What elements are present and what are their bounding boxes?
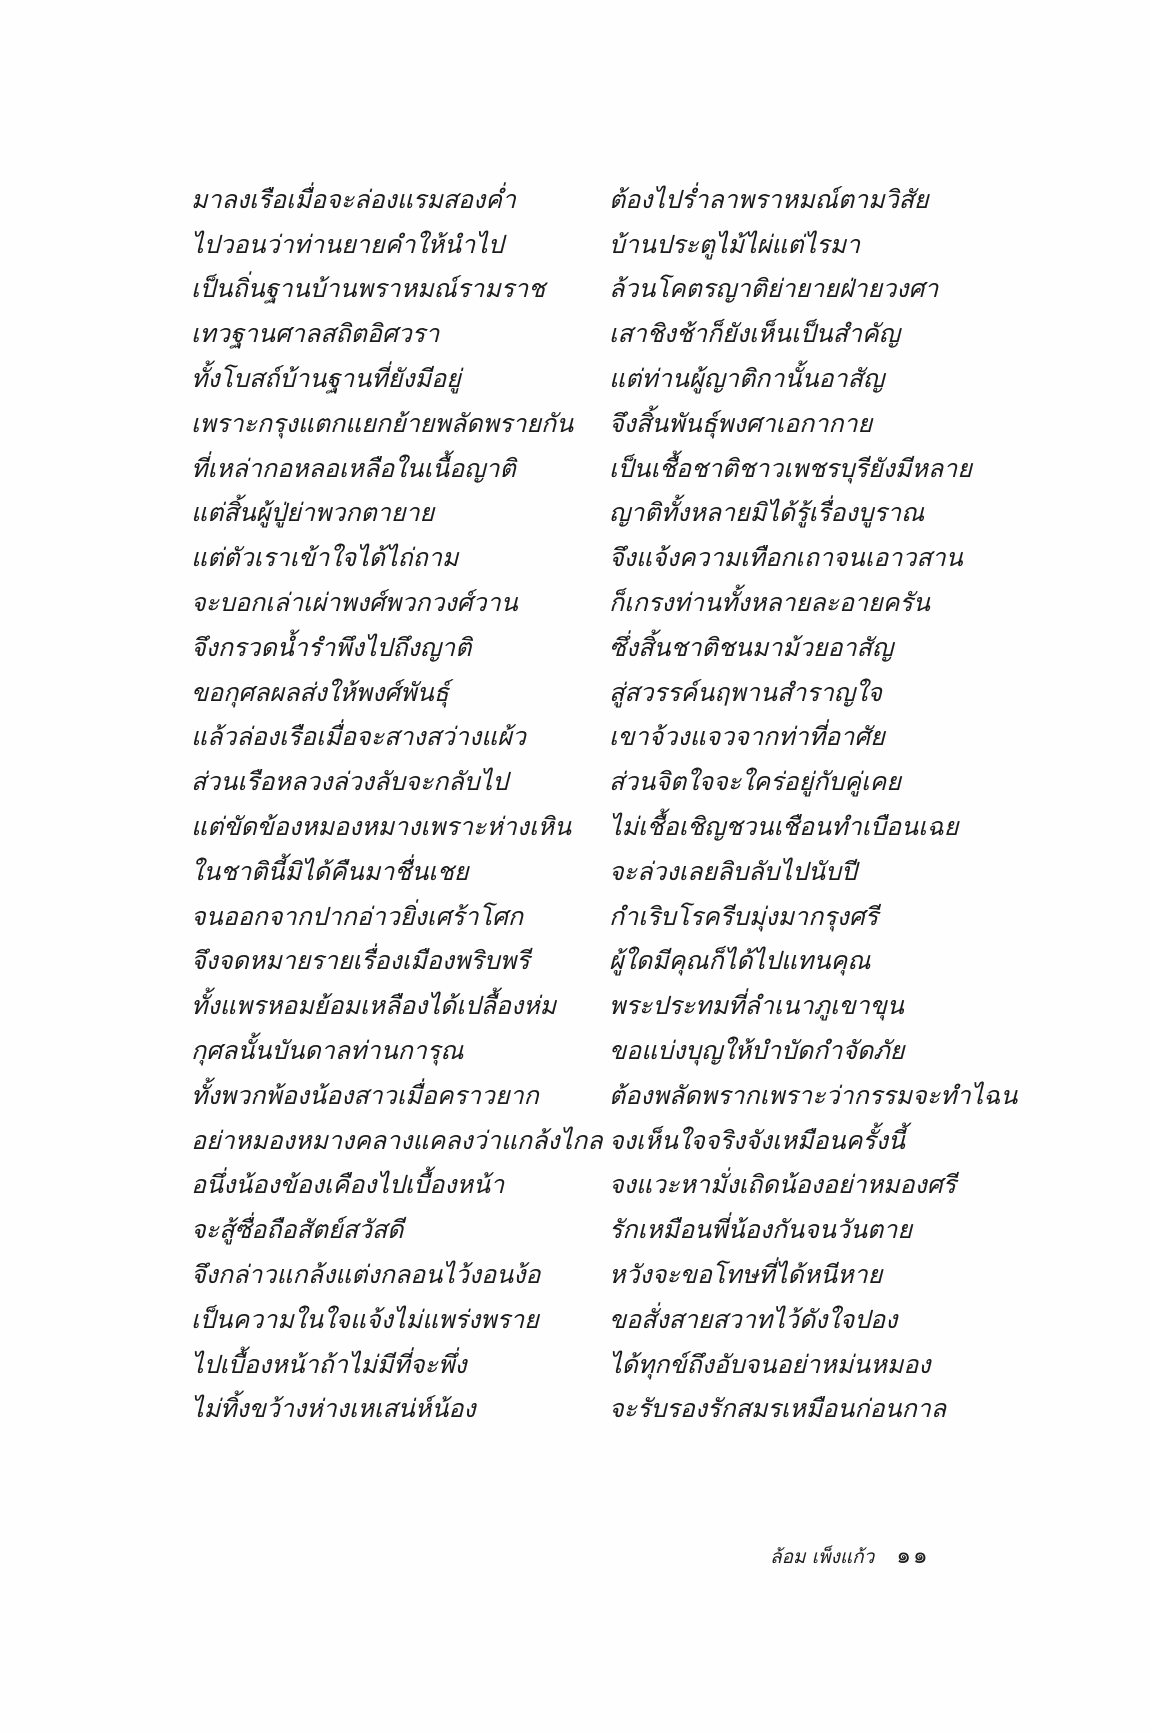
poem-line-first-half: ส่วนเรือหลวงล่วงลับจะกลับไป bbox=[191, 767, 509, 797]
poem-line-second-half: จะล่วงเลยลิบลับไปนับปี bbox=[609, 856, 857, 886]
poem-line bbox=[191, 491, 1021, 536]
poem-line-second-half: บ้านประตูไม้ไผ่แต่ไรมา bbox=[609, 229, 861, 259]
poem-line-second-half: ขอสั่งสายสวาทไว้ดังใจปอง bbox=[609, 1304, 898, 1334]
poem-line-first-half: จึงจดหมายรายเรื่องเมืองพริบพรี bbox=[191, 946, 530, 976]
poem-line-second-half: ล้วนโคตรญาติย่ายายฝ่ายวงศา bbox=[609, 274, 939, 304]
poem-line bbox=[191, 222, 1021, 267]
poem-line-first-half: ไม่ทิ้งขว้างห่างเหเสน่ห์น้อง bbox=[191, 1394, 476, 1424]
poem-line-second-half: ญาติทั้งหลายมิได้รู้เรื่องบูราณ bbox=[609, 498, 925, 528]
poem-line bbox=[191, 849, 1021, 894]
poem-line-second-half: เขาจ้วงแจวจากท่าที่อาศัย bbox=[609, 722, 885, 752]
poem-line-first-half: จึงกรวดน้ำรำพึงไปถึงญาติ bbox=[191, 632, 472, 662]
poem-line bbox=[191, 1297, 1021, 1342]
poem-line-second-half: สู่สวรรค์นฤพานสำราญใจ bbox=[609, 677, 882, 707]
poem-line-second-half: จงเห็นใจจริงจังเหมือนครั้งนี้ bbox=[609, 1125, 906, 1155]
poem-line-second-half: หวังจะขอโทษที่ได้หนีหาย bbox=[609, 1260, 883, 1290]
poem-line bbox=[191, 1387, 1021, 1432]
poem-line bbox=[191, 401, 1021, 446]
poem-line-second-half: เสาชิงช้าก็ยังเห็นเป็นสำคัญ bbox=[609, 319, 900, 349]
poem-line bbox=[191, 759, 1021, 804]
poem-line-second-half: กำเริบโรครีบมุ่งมากรุงศรี bbox=[609, 901, 879, 931]
poem-line bbox=[191, 177, 1021, 222]
poem-line bbox=[191, 311, 1021, 356]
poem-line bbox=[191, 446, 1021, 491]
poem-line-first-half: เป็นความในใจแจ้งไม่แพร่งพราย bbox=[191, 1304, 539, 1334]
poem-line bbox=[191, 1028, 1021, 1073]
poem-line bbox=[191, 715, 1021, 760]
poem-line bbox=[191, 625, 1021, 670]
poem-line-first-half: อนึ่งน้องข้องเคืองไปเบื้องหน้า bbox=[191, 1170, 505, 1200]
poem-line-second-half: ซึ่งสิ้นชาติชนมาม้วยอาสัญ bbox=[609, 632, 894, 662]
poem-line-first-half: จนออกจากปากอ่าวยิ่งเศร้าโศก bbox=[191, 901, 524, 931]
poem-line-second-half: ต้องไปร่ำลาพราหมณ์ตามวิสัย bbox=[609, 184, 929, 214]
poem-line-first-half: ทั้งแพรหอมย้อมเหลืองได้เปลื้องห่ม bbox=[191, 991, 557, 1021]
page-footer bbox=[770, 1538, 930, 1574]
poem-line-second-half: ไม่เชื้อเชิญชวนเชือนทำเบือนเฉย bbox=[609, 812, 959, 842]
poem-line-second-half: จงแวะหามั่งเถิดน้องอย่าหมองศรี bbox=[609, 1170, 957, 1200]
poem-line-first-half: เป็นถิ่นฐานบ้านพราหมณ์รามราช bbox=[191, 274, 546, 304]
poem-line bbox=[191, 580, 1021, 625]
poem-line-first-half: มาลงเรือเมื่อจะล่องแรมสองค่ำ bbox=[191, 184, 516, 214]
poem-line bbox=[191, 894, 1021, 939]
poem-line bbox=[191, 1118, 1021, 1163]
poem-line bbox=[191, 1073, 1021, 1118]
poem-body bbox=[191, 177, 1021, 1431]
poem-line-first-half: กุศลนั้นบันดาลท่านการุณ bbox=[191, 1036, 464, 1066]
poem-line-second-half: รักเหมือนพี่น้องกันจนวันตาย bbox=[609, 1215, 912, 1245]
poem-line-first-half: แต่ขัดข้องหมองหมางเพราะห่างเหิน bbox=[191, 812, 572, 842]
poem-line-first-half: ทั้งพวกพ้องน้องสาวเมื่อคราวยาก bbox=[191, 1080, 539, 1110]
poem-line-first-half: อย่าหมองหมางคลางแคลงว่าแกล้งไกล bbox=[191, 1125, 603, 1155]
page-number: ๑๑ bbox=[896, 1543, 930, 1569]
poem-line-second-half: แต่ท่านผู้ญาติกานั้นอาสัญ bbox=[609, 364, 885, 394]
poem-line-first-half: แต่สิ้นผู้ปู่ย่าพวกตายาย bbox=[191, 498, 435, 528]
poem-line-second-half: เป็นเชื้อชาติชาวเพชรบุรียังมีหลาย bbox=[609, 453, 972, 483]
poem-line-second-half: จึงแจ้งความเทือกเถาจนเอาวสาน bbox=[609, 543, 963, 573]
poem-line-second-half: จึงสิ้นพันธุ์พงศาเอกากาย bbox=[609, 408, 873, 438]
poem-line bbox=[191, 983, 1021, 1028]
poem-line bbox=[191, 1252, 1021, 1297]
poem-line bbox=[191, 804, 1021, 849]
poem-line-second-half: ก็เกรงท่านทั้งหลายละอายครัน bbox=[609, 588, 930, 618]
poem-line-second-half: ขอแบ่งบุญให้บำบัดกำจัดภัย bbox=[609, 1036, 905, 1066]
poem-line-first-half: ไปเบื้องหน้าถ้าไม่มีที่จะพึ่ง bbox=[191, 1349, 467, 1379]
poem-line-second-half: ส่วนจิตใจจะใคร่อยู่กับคู่เคย bbox=[609, 767, 901, 797]
poem-line-second-half: จะรับรองรักสมรเหมือนก่อนกาล bbox=[609, 1394, 947, 1424]
poem-line bbox=[191, 1342, 1021, 1387]
poem-line-first-half: เทวฐานศาลสถิตอิศวรา bbox=[191, 319, 440, 349]
poem-line-first-half: จึงกล่าวแกล้งแต่งกลอนไว้งอนง้อ bbox=[191, 1260, 541, 1290]
poem-line-first-half: ขอกุศลผลส่งให้พงศ์พันธุ์ bbox=[191, 677, 449, 707]
footer-author: ล้อม เพ็งแก้ว bbox=[770, 1546, 875, 1568]
poem-line-first-half: เพราะกรุงแตกแยกย้ายพลัดพรายกัน bbox=[191, 408, 574, 438]
poem-line bbox=[191, 939, 1021, 984]
poem-line bbox=[191, 1163, 1021, 1208]
poem-line-first-half: แต่ตัวเราเข้าใจได้ไถ่ถาม bbox=[191, 543, 459, 573]
poem-line-first-half: จะสู้ซื่อถือสัตย์สวัสดี bbox=[191, 1215, 404, 1245]
poem-line-first-half: ไปวอนว่าท่านยายคำให้นำไป bbox=[191, 229, 504, 259]
poem-line-first-half: ในชาตินี้มิได้คืนมาชื่นเชย bbox=[191, 856, 469, 886]
poem-line-first-half: ทั้งโบสถ์บ้านฐานที่ยังมีอยู่ bbox=[191, 364, 461, 394]
poem-line-second-half: ได้ทุกข์ถึงอับจนอย่าหม่นหมอง bbox=[609, 1349, 931, 1379]
poem-line bbox=[191, 356, 1021, 401]
poem-line bbox=[191, 535, 1021, 580]
poem-line bbox=[191, 670, 1021, 715]
poem-line-second-half: ต้องพลัดพรากเพราะว่ากรรมจะทำไฉน bbox=[609, 1080, 1018, 1110]
poem-line-second-half: พระประทมที่ลำเนาภูเขาขุน bbox=[609, 991, 904, 1021]
poem-line-second-half: ผู้ใดมีคุณก็ได้ไปแทนคุณ bbox=[609, 946, 871, 976]
poem-line-first-half: ที่เหล่ากอหลอเหลือในเนื้อญาติ bbox=[191, 453, 516, 483]
poem-line-first-half: จะบอกเล่าเผ่าพงศ์พวกวงศ์วาน bbox=[191, 588, 518, 618]
poem-line bbox=[191, 1207, 1021, 1252]
poem-line bbox=[191, 267, 1021, 312]
poem-line-first-half: แล้วล่องเรือเมื่อจะสางสว่างแผ้ว bbox=[191, 722, 526, 752]
